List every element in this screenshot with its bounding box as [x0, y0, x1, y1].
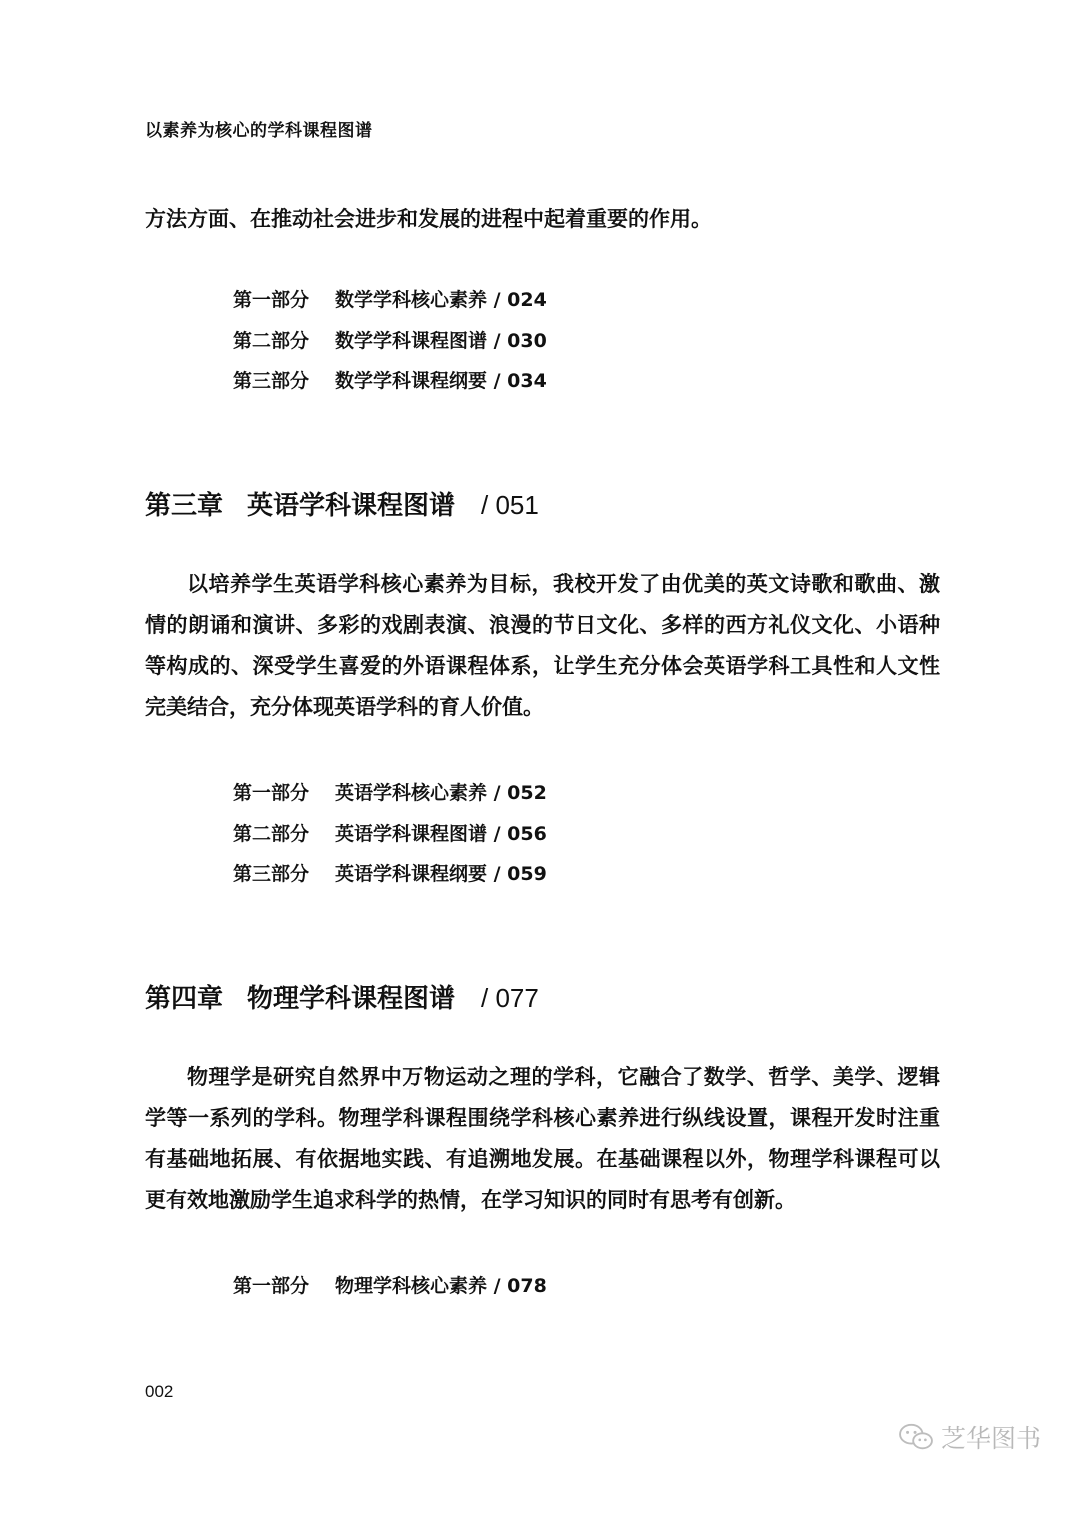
wechat-icon	[897, 1422, 935, 1452]
chapter-heading-4[interactable]	[145, 978, 539, 1015]
toc-part-label: 第三部分	[233, 370, 310, 392]
running-header: 以素养为核心的学科课程图谱	[145, 121, 373, 141]
chapter-page: / 051	[481, 490, 539, 520]
chapter-number: 第三章	[145, 491, 224, 521]
chapter3-paragraph: 以培养学生英语学科核心素养为目标，我校开发了由优美的英文诗歌和歌曲、激情的朗诵和演讲、多彩的戏剧表演、浪漫的节日文化、多样的西方礼仪文化、小语种等构成的、深受学生喜爱的外语课程体系，让学生充分体会英语学科工具性和人文性完美结合，充分体现英语学科的育人价值。	[145, 571, 940, 719]
toc-part-label: 第一部分	[233, 289, 310, 311]
math-toc	[233, 280, 547, 402]
toc-title: 数学学科课程纲要 / 034	[335, 370, 547, 392]
toc-entry[interactable]	[233, 854, 547, 895]
toc-title: 英语学科核心素养 / 052	[335, 782, 547, 804]
toc-entry[interactable]	[233, 1266, 547, 1307]
chapter-title: 英语学科课程图谱	[247, 491, 456, 521]
chapter-heading-3[interactable]	[145, 485, 539, 522]
toc-title: 物理学科核心素养 / 078	[335, 1275, 547, 1297]
watermark-text: 芝华图书	[941, 1424, 1042, 1453]
chapter4-paragraph: 物理学是研究自然界中万物运动之理的学科，它融合了数学、哲学、美学、逻辑学等一系列的学科。物理学科课程围绕学科核心素养进行纵线设置，课程开发时注重有基础地拓展、有依据地实践、有追溯地发展。在基础课程以外，物理学科课程可以更有效地激励学生追求科学的热情，在学习知识的同时有思考有创新。	[145, 1064, 940, 1212]
toc-title: 数学学科课程图谱 / 030	[335, 329, 547, 352]
toc-entry[interactable]	[233, 361, 547, 402]
english-toc	[233, 773, 547, 895]
page-number: 002	[145, 1382, 174, 1401]
chapter-number: 第四章	[145, 984, 224, 1014]
watermark	[897, 1419, 1041, 1455]
toc-part-label: 第二部分	[233, 329, 310, 352]
toc-title: 英语学科课程纲要 / 059	[335, 863, 547, 885]
toc-part-label: 第三部分	[233, 863, 310, 885]
continuation-paragraph: 方法方面、在推动社会进步和发展的进程中起着重要的作用。	[145, 206, 712, 231]
toc-entry[interactable]	[233, 773, 547, 814]
toc-part-label: 第一部分	[233, 782, 310, 804]
toc-title: 英语学科课程图谱 / 056	[335, 822, 547, 845]
toc-entry[interactable]	[233, 814, 547, 855]
physics-toc	[233, 1266, 547, 1307]
chapter-title: 物理学科课程图谱	[247, 984, 456, 1014]
toc-part-label: 第二部分	[233, 822, 310, 845]
chapter-page: / 077	[481, 983, 539, 1013]
toc-entry[interactable]	[233, 280, 547, 321]
toc-title: 数学学科核心素养 / 024	[335, 289, 547, 311]
toc-entry[interactable]	[233, 321, 547, 362]
toc-part-label: 第一部分	[233, 1275, 310, 1297]
